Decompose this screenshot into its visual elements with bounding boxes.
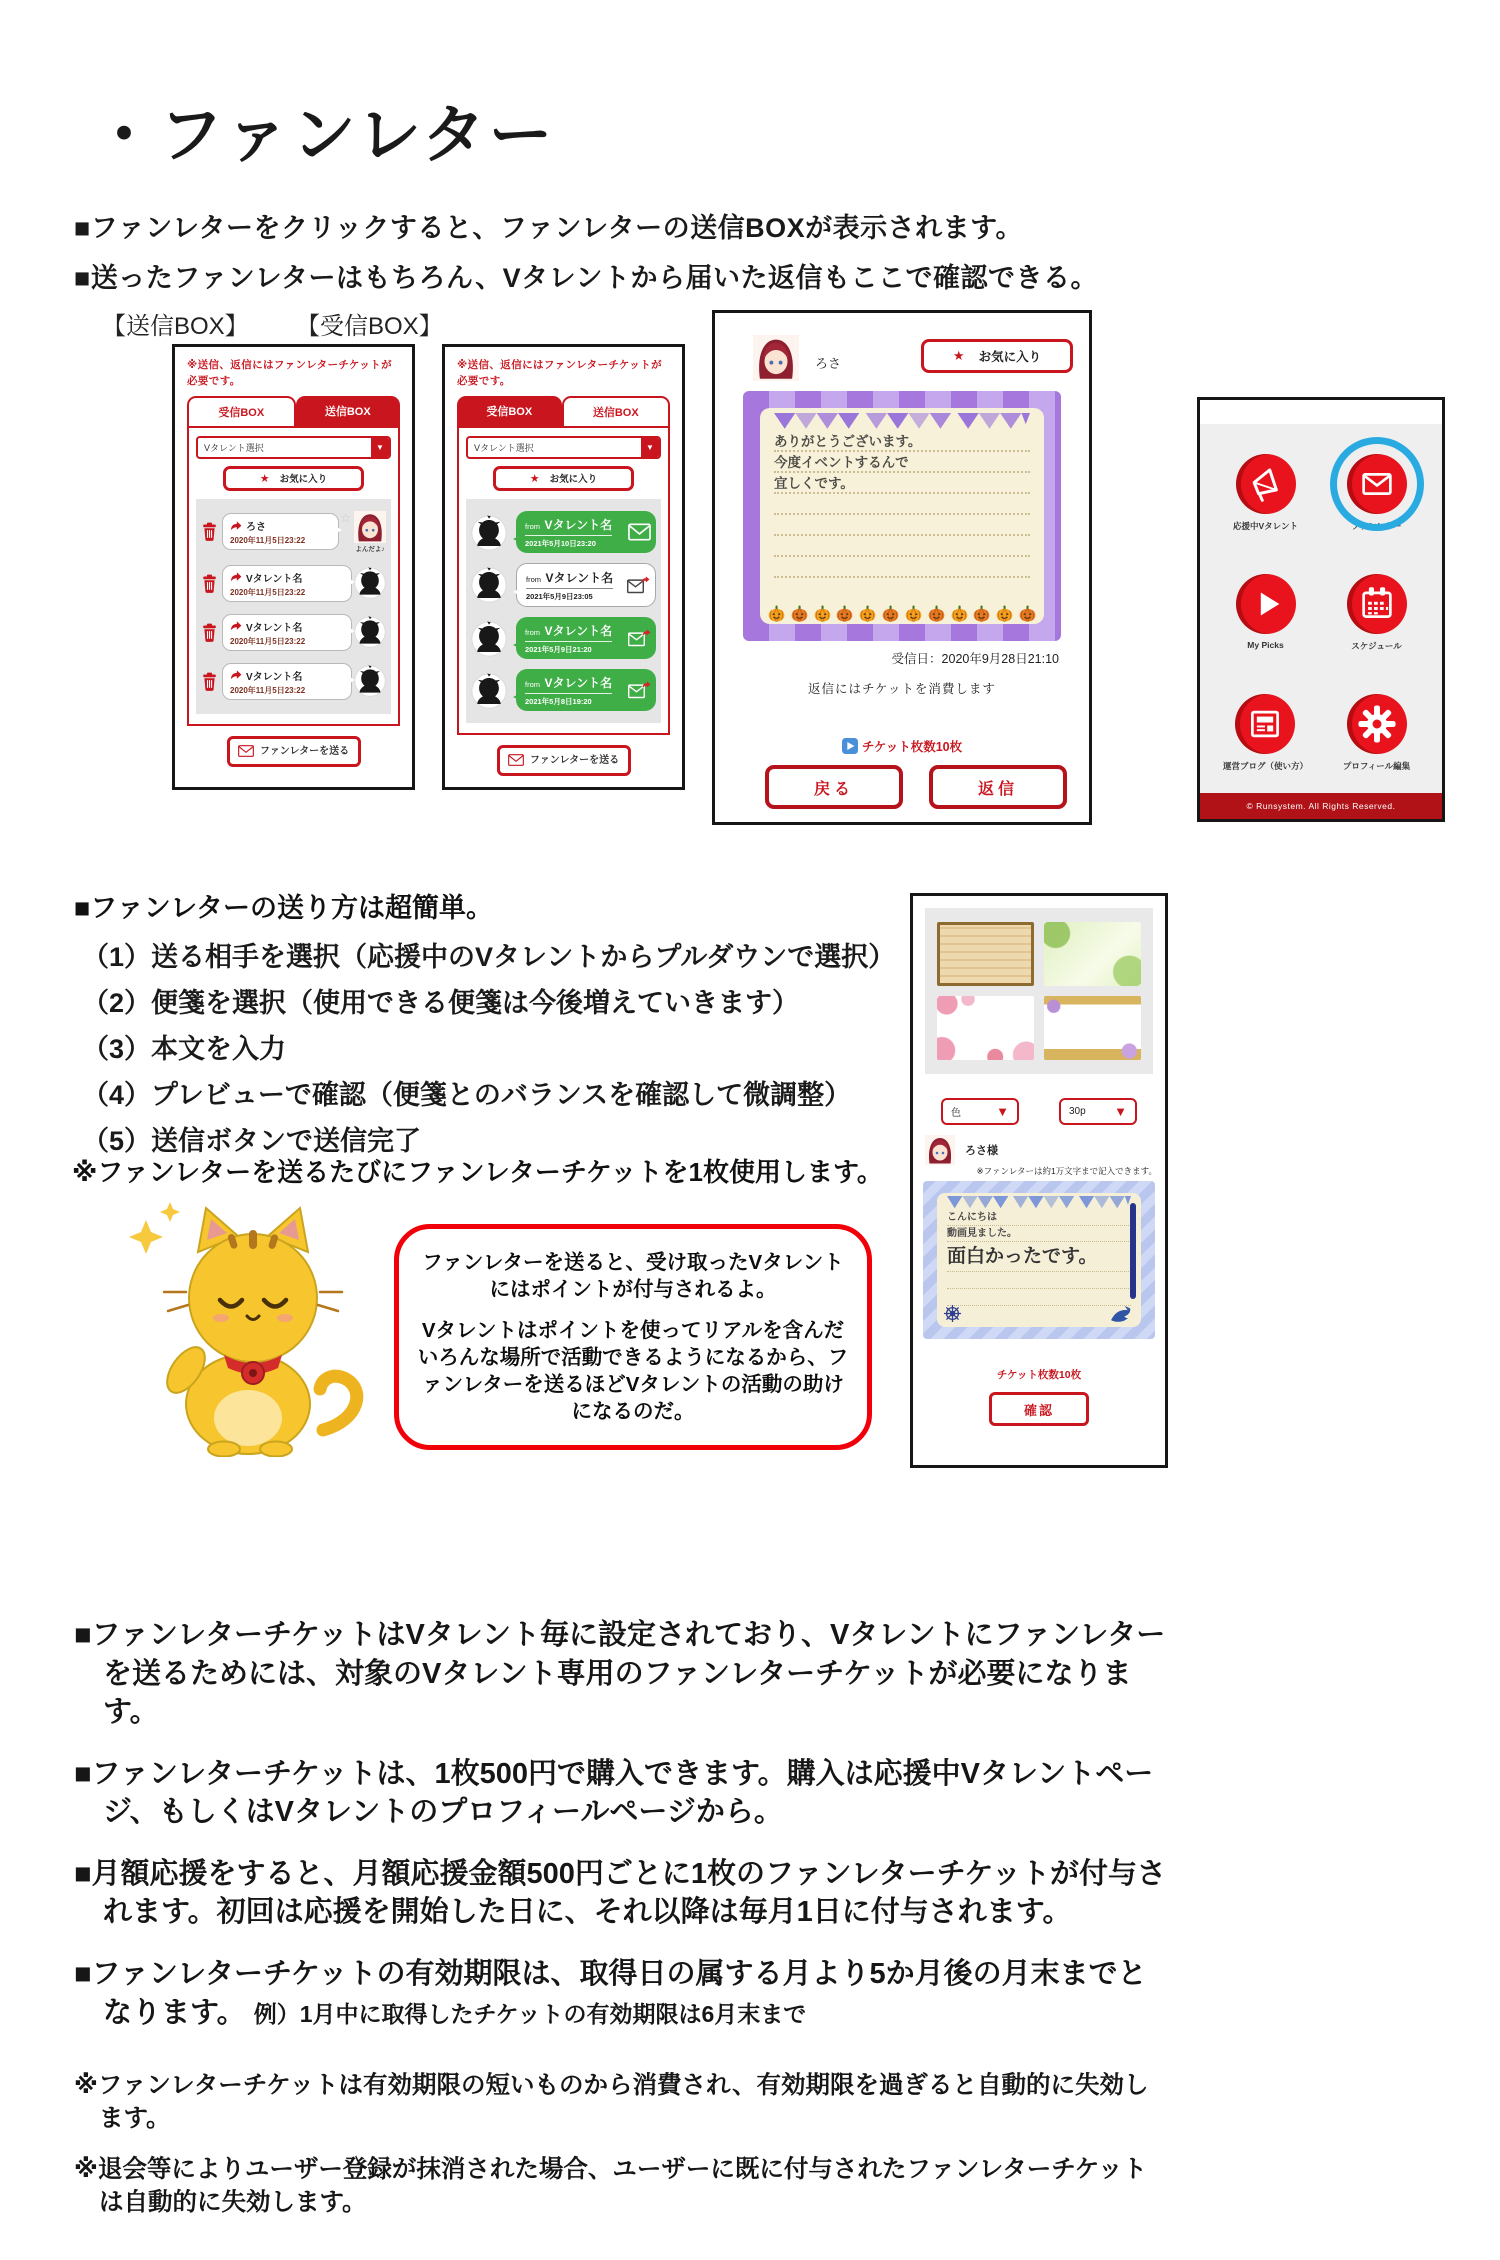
envelope-icon (238, 745, 254, 757)
howto-step: （4）プレビューで確認（便箋とのバランスを確認して微調整） (82, 1080, 852, 1110)
dropdown-arrow-icon: ▼ (996, 1104, 1009, 1119)
ticket-details (74, 1616, 1168, 2238)
scrollbar[interactable] (1130, 1203, 1136, 1299)
letter-bubble[interactable]: Vタレント名 2020年11月5日23:22 (222, 614, 352, 651)
howto-step: （3）本文を入力 (82, 1034, 287, 1064)
stationery-picker (925, 908, 1153, 1074)
dolphin-icon (1109, 1305, 1132, 1322)
letter-bubble[interactable]: from Vタレント名 2021年5月9日23:05 (516, 563, 656, 607)
pumpkin-decoration (768, 605, 1036, 622)
detail-bullet: ■ファンレターチケットはVタレント毎に設定されており、Vタレントにファンレターを送るためには、対象のVタレント専用のファンレターチケットが必要になります。 (74, 1619, 1166, 1729)
letter-bubble[interactable]: Vタレント名 2020年11月5日23:22 (222, 663, 352, 700)
screenshot-sendbox (172, 344, 415, 790)
letter-line: こんにちは (947, 1210, 1131, 1226)
receivebox-panel (457, 426, 670, 735)
dropdown-arrow-icon: ▼ (641, 438, 659, 457)
forward-icon (230, 670, 242, 680)
menu-item-my-picks[interactable]: My Picks (1236, 574, 1296, 652)
letter-stationery (743, 391, 1061, 641)
received-letter-list (466, 499, 661, 723)
bunting-decoration (947, 1196, 1131, 1210)
envelope-icon (628, 523, 651, 541)
detail-bullet: ■ファンレターチケットは、1枚500円で購入できます。購入は応援中Vタレントページ、もしくはVタレントのプロフィールページから。 (74, 1757, 1154, 1829)
received-letter-row[interactable] (471, 563, 656, 607)
expiry-example: 例）1月中に取得したチケットの有効期限は6月末まで (253, 2000, 807, 2027)
letter-editor[interactable] (923, 1181, 1155, 1339)
play-icon (1243, 581, 1289, 627)
fontsize-select[interactable]: 30p ▼ (1059, 1098, 1137, 1125)
vtalent-select[interactable]: Vタレント選択 ▼ (196, 436, 391, 459)
star-outline-icon: ☆ (340, 510, 351, 525)
letter-bubble[interactable]: from Vタレント名 2021年5月8日19:20 (516, 669, 656, 711)
recipient-name: ろさ様 (965, 1145, 998, 1157)
stationery-thumb-gold[interactable] (1044, 996, 1141, 1060)
ticket-required-note: ※送信、返信にはファンレターチケットが必要です。 (457, 359, 662, 388)
letter-line: 宜しくです。 (774, 473, 1030, 494)
star-icon: ★ (529, 472, 540, 485)
avatar (471, 567, 507, 603)
caption-sendbox: 【送信BOX】 (102, 313, 249, 340)
mailbox-tabs (457, 396, 670, 426)
detail-bullet: ■月額応援をすると、月額応援金額500円ごとに1枚のファンレターチケットが付与されます。初回は応援を開始した日に、それ以降は毎月1日に付与されます。 (74, 1857, 1166, 1929)
menu-item-supporting-vtalent[interactable]: 応援中Vタレント (1233, 454, 1298, 532)
menu-item-fanletter[interactable]: ファンレター (1347, 454, 1407, 532)
avatar (925, 1135, 955, 1165)
favorites-button[interactable]: ★ お気に入り (921, 339, 1073, 373)
cat-mascot (128, 1192, 378, 1457)
reply-consume-note: 返信にはチケットを消費します (808, 682, 996, 696)
highlight-circle (1330, 437, 1424, 531)
screenshot-compose (910, 893, 1168, 1468)
howto-heading: ■ファンレターの送り方は超簡単。 (74, 893, 494, 923)
sent-letter-row[interactable] (201, 663, 386, 700)
back-button[interactable]: 戻る (765, 765, 903, 809)
tab-receive-box[interactable]: 受信BOX (187, 396, 296, 426)
favorites-button[interactable] (493, 466, 633, 491)
trash-icon[interactable] (201, 522, 218, 541)
envelope-icon (508, 754, 524, 766)
received-letter-row[interactable] (471, 617, 656, 659)
ticket-required-note: ※送信、返信にはファンレターチケットが必要です。 (187, 359, 392, 388)
favorites-button[interactable] (223, 466, 363, 491)
vtalent-select[interactable]: Vタレント選択 ▼ (466, 436, 661, 459)
stationery-thumb-wood[interactable] (937, 922, 1034, 986)
avatar (471, 515, 507, 551)
calendar-icon (1354, 581, 1400, 627)
copyright-bar: © Runsystem. All Rights Reserved. (1200, 793, 1442, 819)
letter-bubble[interactable]: from Vタレント名 2021年5月9日21:20 (516, 617, 656, 659)
menu-item-profile-edit[interactable]: プロフィール編集 (1343, 694, 1410, 772)
tab-send-box[interactable]: 送信BOX (296, 396, 401, 426)
avatar (471, 673, 507, 709)
trash-icon[interactable] (201, 672, 218, 691)
footnote: ※退会等によりユーザー登録が抹消された場合、ユーザーに既に付与されたファンレターチケットは自動的に失効します。 (74, 2156, 1148, 2216)
howto-step: （2）便箋を選択（使用できる便箋は今後増えていきます） (82, 988, 800, 1018)
stationery-thumb-sakura[interactable] (937, 996, 1034, 1060)
dropdown-arrow-icon: ▼ (1114, 1104, 1127, 1119)
bunting-decoration (774, 413, 1030, 431)
letter-line-large: 面白かったです。 (947, 1242, 1131, 1272)
megaphone-icon (1243, 461, 1289, 507)
forward-icon (230, 621, 242, 631)
avatar (753, 335, 799, 381)
howto-steps (82, 934, 895, 1164)
character-limit-note: ※ファンレターは約1万文字まで記入できます。 (976, 1166, 1157, 1176)
color-select[interactable]: 色 ▼ (941, 1098, 1019, 1125)
sender-name: ろさ (815, 356, 842, 371)
caption-receivebox: 【受信BOX】 (296, 313, 443, 340)
tab-send-box[interactable]: 送信BOX (562, 396, 671, 426)
favorites-label: お気に入り (279, 474, 328, 486)
play-icon (842, 738, 858, 754)
ship-wheel-icon (943, 1304, 962, 1323)
star-icon: ★ (952, 348, 965, 363)
send-fanletter-button[interactable]: ファンレターを送る (227, 736, 361, 767)
avatar: よんだよ♪ (354, 511, 386, 553)
sent-letter-list (196, 499, 391, 714)
received-date: 受信日：2020年9月28日21:10 (891, 652, 1059, 666)
letter-line: 今度イベントするんで (774, 452, 1030, 473)
letter-line: 動画見ました。 (947, 1226, 1131, 1242)
detail-bullet: ■ファンレターチケットの有効期限は、取得日の属する月より5か月後の月末までとなります。 例）1月中に取得したチケットの有効期限は6月末まで (74, 1957, 1147, 2029)
screenshot-letter-view (712, 310, 1092, 825)
confirm-button[interactable]: 確認 (989, 1392, 1089, 1426)
sendbox-panel (187, 426, 400, 726)
intro-bullet-2: ■送ったファンレターはもちろん、Vタレントから届いた返信もここで確認できる。 (74, 263, 1098, 293)
letter-bubble[interactable]: Vタレント名 2020年11月5日23:22 (222, 565, 352, 602)
mailbox-tabs (187, 396, 400, 426)
letter-bubble[interactable]: from Vタレント名 2021年5月10日23:20 (516, 511, 656, 553)
envelope-replied-icon (628, 629, 651, 647)
howto-step: （5）送信ボタンで送信完了 (82, 1126, 422, 1156)
ticket-count: チケット枚数10枚 (715, 737, 1089, 755)
letter-line: ありがとうございます。 (774, 431, 1030, 452)
favorites-label: お気に入り (549, 474, 598, 486)
sent-letter-row[interactable] (201, 511, 386, 553)
menu-item-blog[interactable]: 運営ブログ（使い方） (1223, 694, 1308, 772)
intro-bullet-1: ■ファンレターをクリックすると、ファンレターの送信BOXが表示されます。 (74, 213, 1023, 243)
sent-letter-row[interactable] (201, 614, 386, 651)
screenshot-receivebox (442, 344, 685, 790)
speech-paragraph: Vタレントはポイントを使ってリアルを含んだいろんな場所で活動できるようになるから、ファンレターを送るほどVタレントの活動の助けになるのだ。 (417, 1319, 849, 1424)
avatar (471, 621, 507, 657)
page-title: ・ファンレター (92, 99, 556, 171)
stationery-thumb-green[interactable] (1044, 922, 1141, 986)
envelope-replied-icon (627, 576, 650, 594)
send-fanletter-button[interactable]: ファンレターを送る (497, 745, 631, 776)
received-letter-row[interactable] (471, 511, 656, 553)
howto-step: （1）送る相手を選択（応援中のVタレントからプルダウンで選択） (82, 942, 896, 972)
dropdown-arrow-icon: ▼ (371, 438, 389, 457)
gear-icon (1354, 701, 1400, 747)
forward-icon (230, 521, 242, 531)
mascot-speech-bubble (394, 1224, 872, 1450)
star-icon: ★ (259, 472, 270, 485)
reply-button[interactable]: 返信 (929, 765, 1067, 809)
trash-icon[interactable] (201, 574, 218, 593)
forward-icon (230, 572, 242, 582)
ticket-count: チケット枚数10枚 (996, 1369, 1082, 1381)
news-icon (1242, 701, 1288, 747)
envelope-replied-icon (628, 681, 651, 699)
tab-receive-box[interactable]: 受信BOX (457, 396, 562, 426)
footnote: ※ファンレターチケットは有効期限の短いものから消費され、有効期限を過ぎると自動的に失効します。 (74, 2072, 1149, 2132)
letter-bubble[interactable]: ろさ 2020年11月5日23:22 (222, 513, 339, 550)
screenshot-menu (1197, 397, 1445, 822)
ticket-usage-note: ※ファンレターを送るたびにファンレターチケットを1枚使用します。 (72, 1157, 883, 1187)
received-letter-row[interactable] (471, 669, 656, 711)
trash-icon[interactable] (201, 623, 218, 642)
sent-letter-row[interactable] (201, 565, 386, 602)
speech-paragraph: ファンレターを送ると、受け取ったVタレントにはポイントが付与されるよ。 (422, 1251, 844, 1302)
menu-item-schedule[interactable]: スケジュール (1347, 574, 1407, 652)
